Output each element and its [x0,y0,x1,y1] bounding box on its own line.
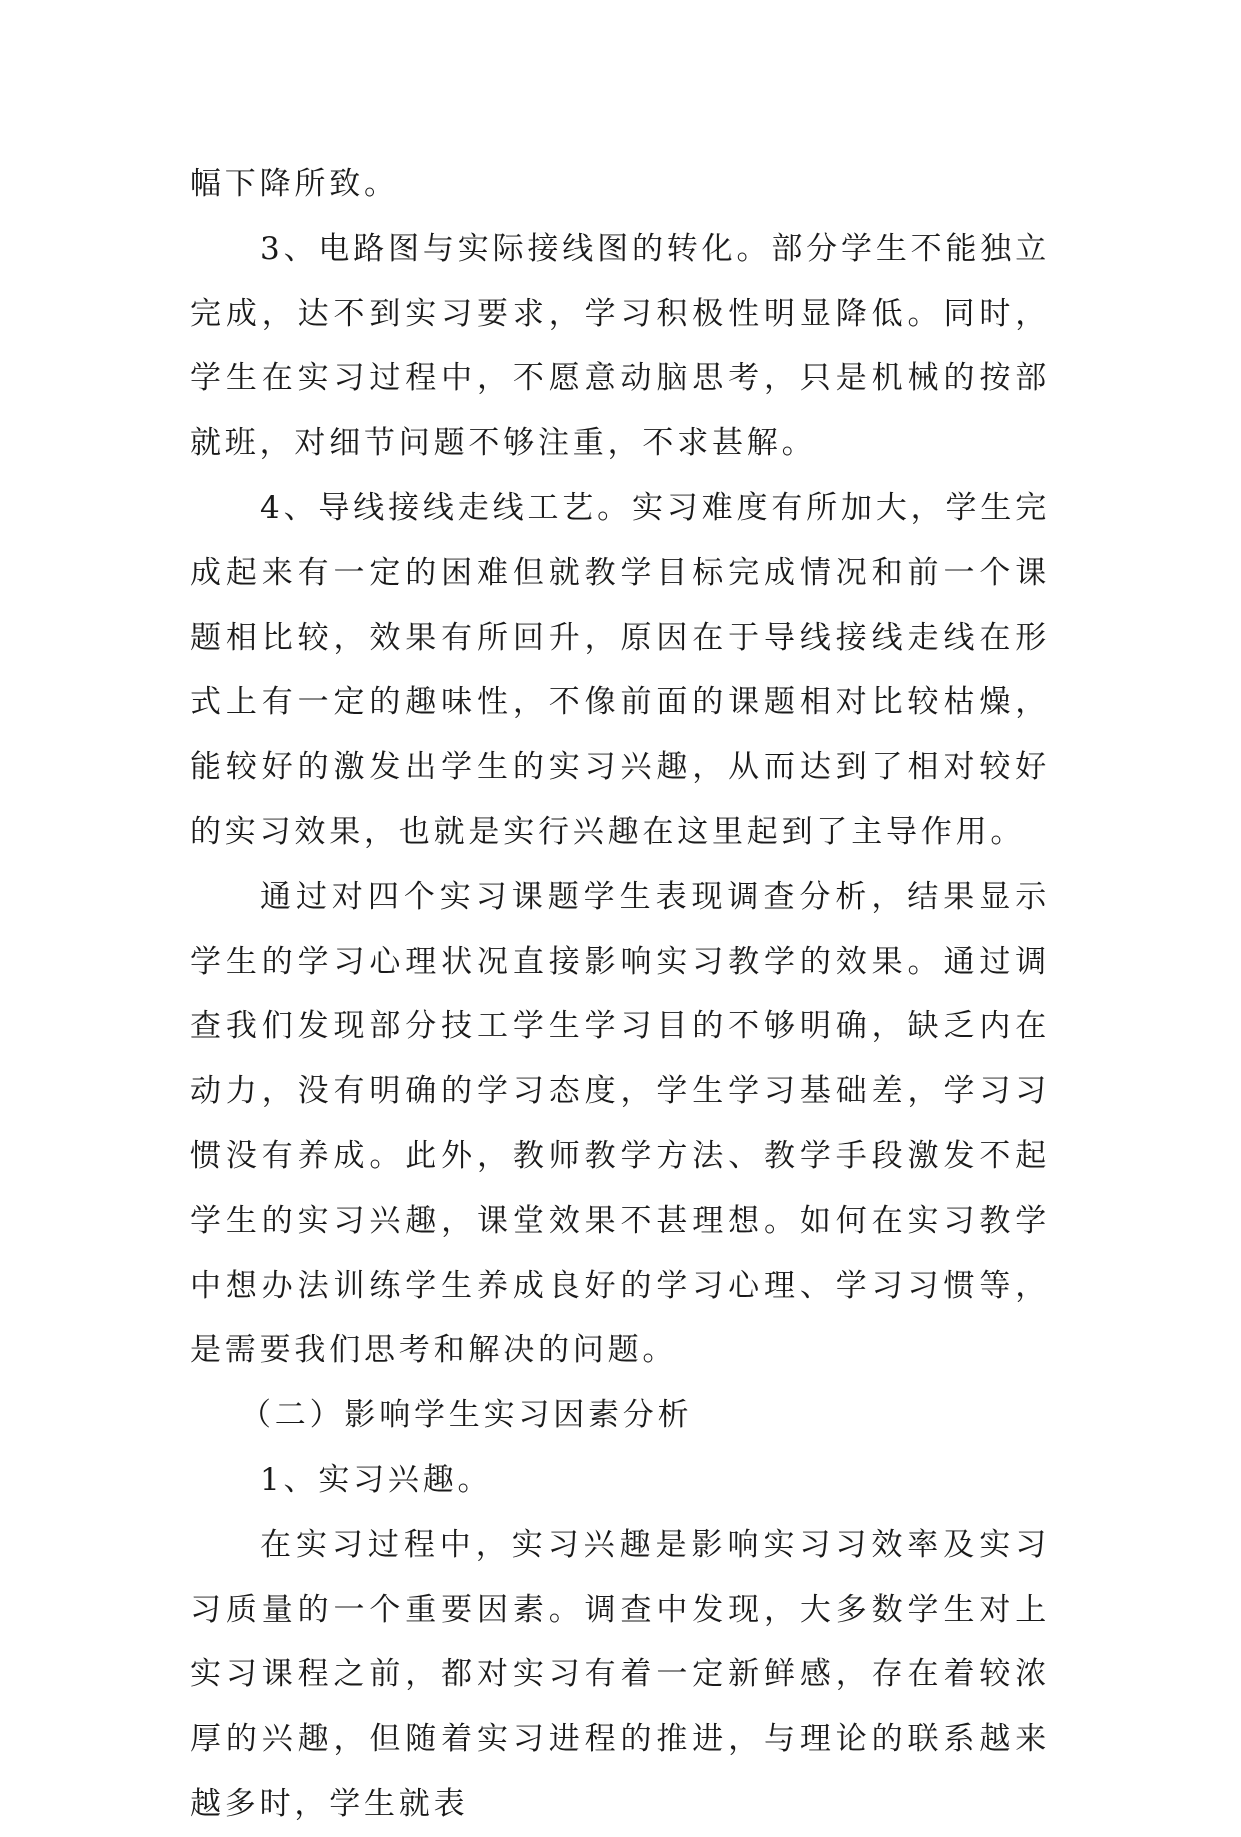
subsection-heading: 1、实习兴趣。 [260,1461,493,1498]
paragraph-analysis-summary: 通过对四个实习课题学生表现调查分析，结果显示学生的学习心理状况直接影响实习教学的效果。通过调查我们发现部分技工学生学习目的不够明确，缺乏内在动力，没有明确的学习态度，学生学习基础差，学习习惯没有养成。此外，教师教学方法、教学手段激发不起学生的实习兴趣，课堂效果不甚理想。如何在实习教学中想办法训练学生养成良好的学习心理、学习习惯等，是需要我们思考和解决的问题。 [190,878,1050,1369]
section-heading: （二）影响学生实习因素分析 [240,1397,693,1434]
paragraph-item-4: 4、导线接线走线工艺。实习难度有所加大，学生完成起来有一定的困难但就教学目标完成情况和前一个课题相比较，效果有所回升，原因在于导线接线走线在形式上有一定的趣味性，不像前面的课题相对比较枯燥，能较好的激发出学生的实习兴趣，从而达到了相对较好的实习效果，也就是实行兴趣在这里起到了主导作用。 [190,489,1050,850]
body-text [190,152,1050,1837]
paragraph-continuation: 幅下降所致。 [190,166,399,202]
paragraph-item-3: 3、电路图与实际接线图的转化。部分学生不能独立完成，达不到实习要求，学习积极性明显降低。同时，学生在实习过程中，不愿意动脑思考，只是机械的按部就班，对细节问题不够注重，不求甚解。 [190,230,1050,462]
paragraph-interest: 在实习过程中，实习兴趣是影响实习习效率及实习习质量的一个重要因素。调查中发现，大多数学生对上实习课程之前，都对实习有着一定新鲜感，存在着较浓厚的兴趣，但随着实习进程的推进，与理论的联系越来越多时，学生就表 [190,1526,1050,1822]
